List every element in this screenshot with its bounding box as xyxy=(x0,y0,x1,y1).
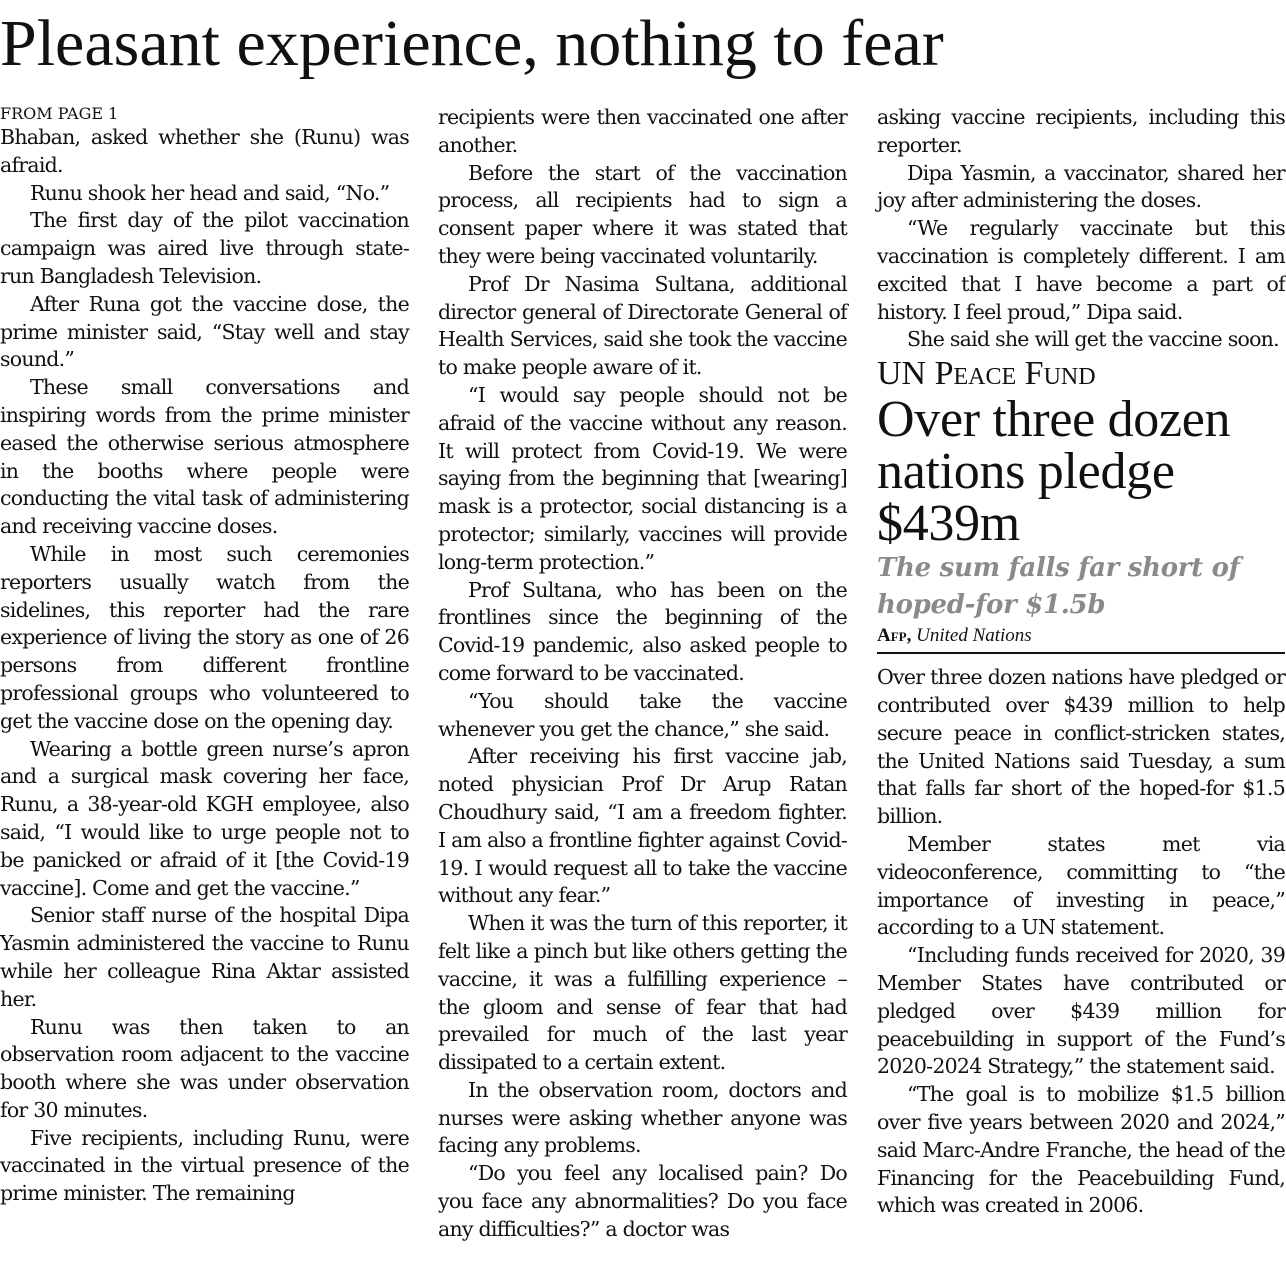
paragraph: Dipa Yasmin, a vaccinator, shared her joy after administering the doses. xyxy=(877,160,1285,213)
paragraph: In the observation room, doctors and nurses were asking whether anyone was facing any problems. xyxy=(438,1077,847,1158)
paragraph: recipients were then vaccinated one after another. xyxy=(438,105,847,157)
article-column-3 xyxy=(877,104,1285,1220)
paragraph: Runu was then taken to an observation room adjacent to the vaccine booth where she was under observation for 30 minutes. xyxy=(0,1014,409,1122)
paragraph: While in most such ceremonies reporters usually watch from the sidelines, this reporter had the rare experience of living the story as one of 26 persons from different frontline professional groups who volunteered to get the vaccine dose on the opening day. xyxy=(0,541,409,733)
paragraph: The first day of the pilot vaccination campaign was aired live through state-run Bangladesh Television. xyxy=(0,208,409,288)
paragraph: “We regularly vaccinate but this vaccination is completely different. I am excited that I have become a part of history. I feel proud,” Dipa said. xyxy=(877,216,1285,324)
paragraph: “The goal is to mobilize $1.5 billion over five years between 2020 and 2024,” said Marc-Andre Franche, the head of the Financing for the Peacebuilding Fund, which was created in 2006. xyxy=(877,1082,1285,1218)
paragraph: Five recipients, including Runu, were vaccinated in the virtual presence of the prime minister. The remaining xyxy=(0,1125,409,1206)
sidebar-headline: Over three dozen nations pledge $439m xyxy=(877,391,1231,553)
byline-place: United Nations xyxy=(916,625,1032,647)
paragraph: Bhaban, asked whether she (Runu) was afraid. xyxy=(0,125,409,177)
paragraph: After receiving his first vaccine jab, noted physician Prof Dr Arup Ratan Choudhury said, “I am a freedom fighter. I am also a frontline fighter against Covid-19. I would request all to take the vaccine without any fear.” xyxy=(438,744,847,908)
jump-line: FROM PAGE 1 xyxy=(0,104,119,123)
paragraph: After Runa got the vaccine dose, the prime minister said, “Stay well and stay sound.” xyxy=(0,291,409,372)
sidebar-kicker: UN Peace Fund xyxy=(877,355,1096,393)
paragraph: Prof Dr Nasima Sultana, additional director general of Directorate General of Health Services, said she took the vaccine to make people aware of it. xyxy=(438,271,847,380)
paragraph: When it was the turn of this reporter, it felt like a pinch but like others getting the vaccine, it was a fulfilling experience – the gloom and sense of fear that had prevailed for much of the last year dissipated to a certain extent. xyxy=(438,911,847,1075)
headline: Pleasant experience, nothing to fear xyxy=(0,7,944,80)
paragraph: “I would say people should not be afraid of the vaccine without any reason. It will protect from Covid-19. We were saying from the beginning that [wearing] mask is a protector, social distancing is a protector; similarly, vaccines will provide long-term protection.” xyxy=(438,382,847,574)
paragraph: Senior staff nurse of the hospital Dipa Yasmin administered the vaccine to Runu while her colleague Rina Aktar assisted her. xyxy=(0,903,409,1011)
byline xyxy=(877,624,1285,654)
paragraph: “Do you feel any localised pain? Do you face any abnormalities? Do you face any difficulties?” a doctor was xyxy=(438,1161,847,1241)
paragraph: “Including funds received for 2020, 39 Member States have contributed or pledged over $439 million for peacebuilding in support of the Fund’s 2020-2024 Strategy,” the statement said. xyxy=(877,943,1285,1079)
paragraph: asking vaccine recipients, including this reporter. xyxy=(877,105,1285,157)
byline-agency: Afp, xyxy=(877,625,912,647)
paragraph: Member states met via videoconference, committing to “the importance of investing in peace,” according to a UN statement. xyxy=(877,831,1285,940)
paragraph: Prof Sultana, who has been on the frontlines since the beginning of the Covid-19 pandemic, also asked people to come forward to be vaccinated. xyxy=(438,577,847,685)
paragraph: She said she will get the vaccine soon. xyxy=(907,327,1279,352)
article-column-2 xyxy=(438,104,847,1244)
sidebar-deck: The sum falls far short of hoped-for $1.5b xyxy=(877,553,1240,621)
paragraph: Wearing a bottle green nurse’s apron and a surgical mask covering her face, Runu, a 38-year-old KGH employee, also said, “I would like to urge people not to be panicked or afraid of it [the Covid-19 vaccine]. Come and get the vaccine.” xyxy=(0,736,409,900)
article-column-1 xyxy=(0,104,409,1208)
paragraph: Over three dozen nations have pledged or contributed over $439 million to help secure peace in conflict-stricken states, the United Nations said Tuesday, a sum that falls far short of the hoped-for $1.5 billion. xyxy=(877,665,1285,829)
paragraph: Runu shook her head and said, “No.” xyxy=(30,180,390,205)
sidebar-body xyxy=(877,664,1285,1220)
paragraph: Before the start of the vaccination process, all recipients had to sign a consent paper where it was stated that they were being vaccinated voluntarily. xyxy=(438,160,847,268)
sidebar-story xyxy=(877,354,1285,1220)
paragraph: These small conversations and inspiring words from the prime minister eased the otherwise serious atmosphere in the booths where people were conducting the vital task of administering and receiving vaccine doses. xyxy=(0,375,409,539)
paragraph: “You should take the vaccine whenever you get the chance,” she said. xyxy=(438,688,847,741)
